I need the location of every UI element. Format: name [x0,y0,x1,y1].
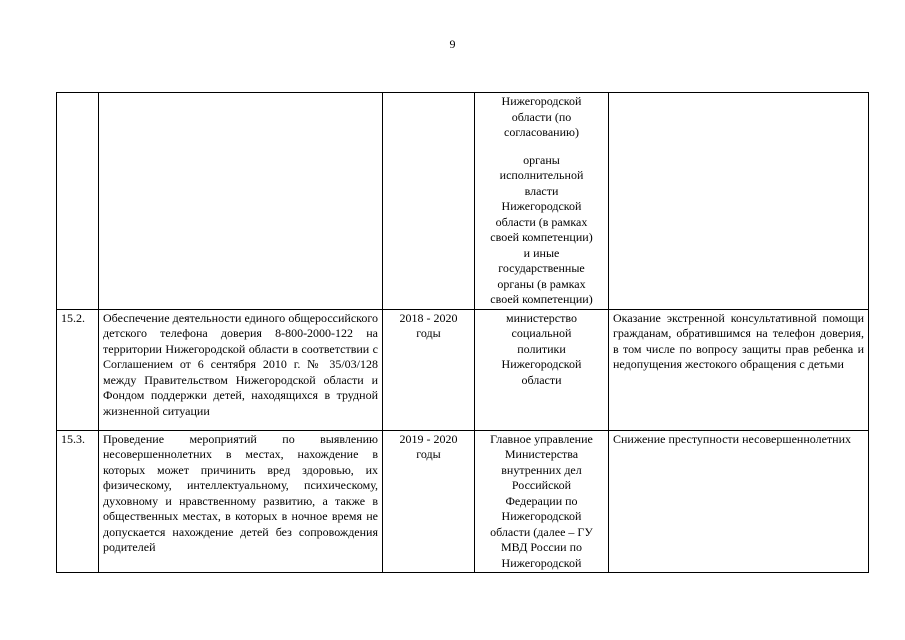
period-unit: годы [416,326,441,340]
cell-result: Оказание экстренной консультативной помощи гражданам, обратившимся на телефон доверия, в том числе по вопросу защиты прав ребенка и недопущения жестокого обращения с детьми [609,309,869,430]
cell-number: 15.3. [57,430,99,573]
executor-line: исполнительной [499,168,584,182]
executor-line: и иные [523,245,560,260]
executor-line: Главное управление [490,431,593,446]
cell-description [99,93,383,310]
executor-line: власти [524,183,559,198]
executor-line: Нижегородской [501,199,582,213]
executor-line: области (по [511,109,572,124]
executor-line: органы [523,152,560,167]
executor-line: области (далее – ГУ [490,524,593,539]
executor-line: своей компетенции) [490,230,593,244]
executor-line: министерство [506,310,577,325]
executor-line: своей компетенции) [490,292,593,306]
period-unit: годы [416,447,441,461]
cell-executors [475,430,609,573]
table-row [57,93,869,310]
executor-line: внутренних дел [501,462,582,477]
cell-description: Проведение мероприятий по выявлению несовершеннолетних в местах, нахождение в которых может причинить вред здоровью, их физическому, интеллектуальному, психическому, духовному и нравственному развитию, а также в общественных местах, в которых в ночное время не допускается нахождение детей без сопровождения родителей [99,430,383,573]
cell-executors [475,93,609,310]
executor-line: согласованию) [504,125,579,139]
cell-executors [475,309,609,430]
table-row [57,430,869,573]
executor-line: Нижегородской [501,555,582,570]
executor-line: области [521,372,562,387]
executor-line: социальной [511,326,572,340]
executor-line: МВД России по [501,540,582,554]
executor-line: государственные [498,261,585,275]
measures-table [56,92,869,573]
executor-line: органы (в рамках [497,276,586,291]
executor-line: Нижегородской [501,94,582,108]
cell-number [57,93,99,310]
executor-line: Федерации по [505,493,578,508]
cell-period [383,430,475,573]
period-years: 2019 - 2020 [399,431,458,446]
cell-number: 15.2. [57,309,99,430]
table-row [57,309,869,430]
executor-line: Нижегородской [501,509,582,523]
period-years: 2018 - 2020 [399,310,458,325]
cell-description: Обеспечение деятельности единого общероссийского детского телефона доверия 8-800-2000-122 на территории Нижегородской области в соответствии с Соглашением от 6 сентября 2010 г. № 35/03/128 между Правительством Нижегородской области и Фондом поддержки детей, находящихся в трудной жизненной ситуации [99,309,383,430]
cell-period [383,93,475,310]
cell-result: Снижение преступности несовершеннолетних [609,430,869,573]
executor-line: Министерства [504,447,579,461]
page-number: 9 [449,37,456,51]
cell-result [609,93,869,310]
executor-line: Нижегородской [501,357,582,371]
executor-line: Российской [511,478,572,492]
executor-line: политики [517,341,566,356]
cell-period [383,309,475,430]
executor-line: области (в рамках [495,214,588,229]
